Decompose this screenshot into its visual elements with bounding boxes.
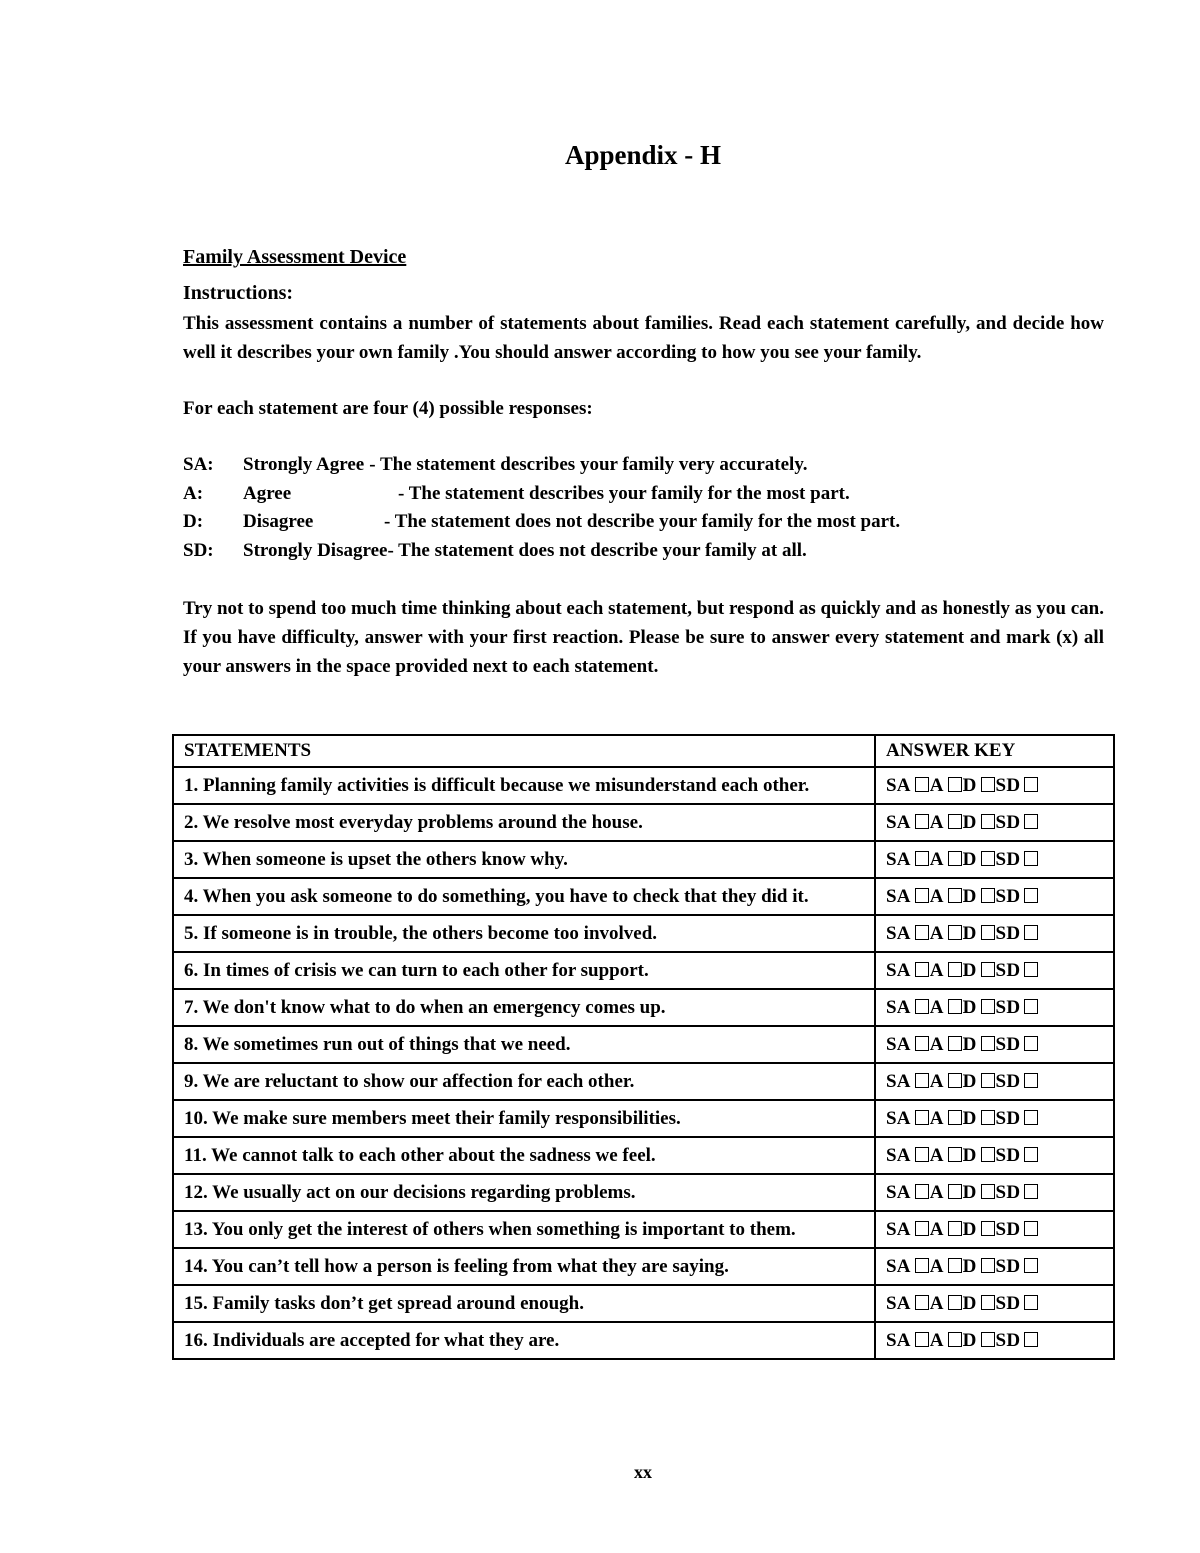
legend-item — [183, 451, 1083, 480]
answer-options — [875, 1026, 1114, 1063]
answer-option-label: D — [962, 1329, 977, 1351]
statement-text: 3. When someone is upset the others know why. — [173, 841, 875, 878]
answer-option-label: SA — [886, 1218, 911, 1240]
responses-intro: For each statement are four (4) possible responses: — [183, 398, 593, 419]
answer-option-label: A — [929, 848, 944, 870]
answer-options — [875, 1285, 1114, 1322]
answer-checkbox[interactable] — [948, 888, 962, 903]
table-row — [173, 952, 1114, 989]
answer-checkbox[interactable] — [981, 1110, 995, 1125]
answer-option-label: D — [962, 1144, 977, 1166]
answer-option-label: SD — [995, 1107, 1021, 1129]
answer-option-label: SA — [886, 1255, 911, 1277]
statement-text: 11. We cannot talk to each other about the sadness we feel. — [173, 1137, 875, 1174]
statement-text: 1. Planning family activities is difficult because we misunderstand each other. — [173, 767, 875, 804]
answer-checkbox[interactable] — [915, 888, 929, 903]
answer-checkbox[interactable] — [915, 1258, 929, 1273]
answer-checkbox[interactable] — [915, 777, 929, 792]
answer-option-label: D — [962, 885, 977, 907]
answer-option-label: A — [929, 922, 944, 944]
legend-code: SA: — [183, 454, 214, 475]
answer-checkbox[interactable] — [948, 1073, 962, 1088]
page-title: Appendix - H — [564, 140, 722, 170]
table-row — [173, 841, 1114, 878]
answer-checkbox[interactable] — [948, 1184, 962, 1199]
table-row — [173, 1211, 1114, 1248]
answer-options — [875, 1174, 1114, 1211]
table-row — [173, 767, 1114, 804]
answer-key-header: ANSWER KEY — [875, 735, 1114, 767]
answer-checkbox[interactable] — [915, 1332, 929, 1347]
answer-option-label: SA — [886, 1107, 911, 1129]
answer-checkbox[interactable] — [981, 1295, 995, 1310]
answer-option-label: A — [929, 1218, 944, 1240]
answer-options — [875, 989, 1114, 1026]
answer-option-label: A — [929, 1070, 944, 1092]
closing-paragraph: Try not to spend too much time thinking about each statement, but respond as quickly and as honestly as you can. If you have difficulty, answer with your first reaction. Please be sure to answer every statement and mark (x) all your answers in the space provided next to each statement. — [183, 598, 1104, 677]
legend-code: SD: — [183, 539, 214, 561]
statement-text: 2. We resolve most everyday problems around the house. — [173, 804, 875, 841]
answer-checkbox[interactable] — [948, 1110, 962, 1125]
answer-option-label: SD — [995, 922, 1021, 944]
answer-option-label: D — [962, 1181, 977, 1203]
table-row — [173, 915, 1114, 952]
answer-option-label: A — [929, 1292, 944, 1314]
answer-option-label: SA — [886, 959, 911, 981]
answer-option-label: A — [929, 1144, 944, 1166]
answer-checkbox[interactable] — [915, 1184, 929, 1199]
table-row — [173, 804, 1114, 841]
answer-option-label: SA — [886, 996, 911, 1018]
answer-checkbox[interactable] — [1024, 1332, 1038, 1347]
answer-checkbox[interactable] — [1024, 888, 1038, 903]
answer-checkbox[interactable] — [981, 1147, 995, 1162]
legend-term: Agree — [243, 482, 292, 504]
answer-checkbox[interactable] — [1024, 777, 1038, 792]
answer-option-label: SD — [995, 774, 1021, 796]
intro-paragraph: This assessment contains a number of statements about families. Read each statement carefully, and decide how well it describes your own family .You should answer according to how you see your family. — [183, 313, 1104, 363]
answer-options — [875, 1137, 1114, 1174]
statement-text: 4. When you ask someone to do something, you have to check that they did it. — [173, 878, 875, 915]
answer-checkbox[interactable] — [915, 999, 929, 1014]
legend-description: - The statement does not describe your family at all. — [387, 539, 807, 561]
table-row — [173, 878, 1114, 915]
statement-text: 16. Individuals are accepted for what they are. — [173, 1322, 875, 1359]
answer-checkbox[interactable] — [1024, 1110, 1038, 1125]
answer-option-label: D — [962, 1255, 977, 1277]
answer-option-label: SD — [995, 811, 1021, 833]
answer-option-label: SA — [886, 1070, 911, 1092]
answer-checkbox[interactable] — [1024, 814, 1038, 829]
section-heading: Family Assessment Device — [183, 246, 407, 268]
answer-checkbox[interactable] — [915, 925, 929, 940]
table-row — [173, 1026, 1114, 1063]
legend-description: - The statement describes your family very accurately. — [369, 454, 808, 475]
answer-option-label: SA — [886, 848, 911, 870]
answer-option-label: A — [929, 996, 944, 1018]
answer-checkbox[interactable] — [981, 851, 995, 866]
answer-option-label: D — [962, 922, 977, 944]
answer-options — [875, 841, 1114, 878]
answer-option-label: SA — [886, 1033, 911, 1055]
statement-text: 13. You only get the interest of others when something is important to them. — [173, 1211, 875, 1248]
answer-option-label: A — [929, 1255, 944, 1277]
table-row — [173, 1100, 1114, 1137]
answer-checkbox[interactable] — [915, 1221, 929, 1236]
answer-option-label: D — [962, 811, 977, 833]
answer-checkbox[interactable] — [1024, 1184, 1038, 1199]
answer-options — [875, 915, 1114, 952]
statement-text: 14. You can’t tell how a person is feeling from what they are saying. — [173, 1248, 875, 1285]
answer-option-label: D — [962, 848, 977, 870]
answer-checkbox[interactable] — [981, 777, 995, 792]
answer-option-label: SA — [886, 1181, 911, 1203]
answer-checkbox[interactable] — [1024, 925, 1038, 940]
answer-checkbox[interactable] — [1024, 851, 1038, 866]
answer-option-label: SD — [995, 1033, 1021, 1055]
answer-options — [875, 1248, 1114, 1285]
answer-checkbox[interactable] — [948, 925, 962, 940]
statements-table — [172, 734, 1115, 1360]
answer-option-label: A — [929, 1181, 944, 1203]
answer-checkbox[interactable] — [981, 1332, 995, 1347]
statement-text: 12. We usually act on our decisions regarding problems. — [173, 1174, 875, 1211]
answer-option-label: A — [929, 959, 944, 981]
answer-option-label: SD — [995, 1329, 1021, 1351]
answer-option-label: SD — [995, 1255, 1021, 1277]
legend-item — [183, 480, 1083, 509]
instructions-label: Instructions: — [183, 282, 294, 304]
answer-option-label: SD — [995, 848, 1021, 870]
statement-rows — [173, 767, 1114, 1359]
answer-option-label: D — [962, 1292, 977, 1314]
statement-text: 9. We are reluctant to show our affection for each other. — [173, 1063, 875, 1100]
answer-checkbox[interactable] — [915, 814, 929, 829]
answer-option-label: SD — [995, 996, 1021, 1018]
legend-item — [183, 508, 1083, 537]
answer-checkbox[interactable] — [915, 1110, 929, 1125]
answer-checkbox[interactable] — [981, 1036, 995, 1051]
answer-option-label: SA — [886, 922, 911, 944]
answer-option-label: A — [929, 811, 944, 833]
answer-option-label: SD — [995, 1144, 1021, 1166]
legend-code: A: — [183, 482, 204, 504]
table-header-row — [173, 735, 1114, 767]
table-row — [173, 1063, 1114, 1100]
table-row — [173, 1137, 1114, 1174]
answer-option-label: D — [962, 996, 977, 1018]
statement-text: 7. We don't know what to do when an emergency comes up. — [173, 989, 875, 1026]
response-legend — [183, 451, 1083, 565]
answer-checkbox[interactable] — [948, 999, 962, 1014]
answer-checkbox[interactable] — [915, 1147, 929, 1162]
answer-checkbox[interactable] — [948, 1036, 962, 1051]
answer-checkbox[interactable] — [981, 1258, 995, 1273]
answer-checkbox[interactable] — [1024, 1147, 1038, 1162]
legend-term: Strongly Agree — [243, 454, 365, 475]
table-row — [173, 1322, 1114, 1359]
answer-checkbox[interactable] — [948, 851, 962, 866]
answer-option-label: SA — [886, 1292, 911, 1314]
answer-checkbox[interactable] — [948, 1332, 962, 1347]
answer-checkbox[interactable] — [948, 1295, 962, 1310]
answer-option-label: SA — [886, 1144, 911, 1166]
answer-option-label: D — [962, 1070, 977, 1092]
statements-header: STATEMENTS — [173, 735, 875, 767]
answer-checkbox[interactable] — [981, 999, 995, 1014]
answer-option-label: SD — [995, 1292, 1021, 1314]
answer-checkbox[interactable] — [948, 1147, 962, 1162]
answer-checkbox[interactable] — [915, 1295, 929, 1310]
answer-checkbox[interactable] — [981, 1221, 995, 1236]
table-row — [173, 1248, 1114, 1285]
answer-option-label: A — [929, 774, 944, 796]
answer-checkbox[interactable] — [915, 1036, 929, 1051]
answer-option-label: SA — [886, 811, 911, 833]
legend-code: D: — [183, 511, 204, 532]
answer-option-label: D — [962, 1033, 977, 1055]
answer-options — [875, 1211, 1114, 1248]
answer-checkbox[interactable] — [1024, 962, 1038, 977]
answer-checkbox[interactable] — [948, 777, 962, 792]
legend-description: - The statement does not describe your family for the most part. — [384, 511, 901, 532]
answer-options — [875, 1063, 1114, 1100]
answer-option-label: D — [962, 774, 977, 796]
answer-checkbox[interactable] — [948, 1221, 962, 1236]
answer-option-label: A — [929, 885, 944, 907]
answer-option-label: SA — [886, 885, 911, 907]
answer-option-label: A — [929, 1329, 944, 1351]
answer-checkbox[interactable] — [1024, 1258, 1038, 1273]
answer-option-label: D — [962, 1218, 977, 1240]
answer-checkbox[interactable] — [1024, 1295, 1038, 1310]
answer-option-label: SD — [995, 885, 1021, 907]
table-row — [173, 1285, 1114, 1322]
answer-option-label: SA — [886, 774, 911, 796]
answer-option-label: SD — [995, 1218, 1021, 1240]
answer-checkbox[interactable] — [948, 814, 962, 829]
answer-options — [875, 878, 1114, 915]
page-number: xx — [634, 1462, 652, 1482]
answer-checkbox[interactable] — [981, 1184, 995, 1199]
answer-checkbox[interactable] — [1024, 1073, 1038, 1088]
legend-term: Strongly Disagree — [243, 539, 388, 561]
statement-text: 15. Family tasks don’t get spread around enough. — [173, 1285, 875, 1322]
answer-checkbox[interactable] — [948, 1258, 962, 1273]
answer-checkbox[interactable] — [981, 814, 995, 829]
answer-option-label: SD — [995, 1070, 1021, 1092]
answer-option-label: SA — [886, 1329, 911, 1351]
table-row — [173, 1174, 1114, 1211]
answer-option-label: A — [929, 1033, 944, 1055]
legend-item — [183, 537, 1083, 566]
statement-text: 8. We sometimes run out of things that we need. — [173, 1026, 875, 1063]
statement-text: 5. If someone is in trouble, the others become too involved. — [173, 915, 875, 952]
answer-option-label: A — [929, 1107, 944, 1129]
answer-options — [875, 767, 1114, 804]
table-row — [173, 989, 1114, 1026]
answer-checkbox[interactable] — [1024, 1036, 1038, 1051]
answer-checkbox[interactable] — [981, 888, 995, 903]
answer-checkbox[interactable] — [981, 962, 995, 977]
answer-checkbox[interactable] — [915, 962, 929, 977]
answer-option-label: D — [962, 959, 977, 981]
answer-options — [875, 1100, 1114, 1137]
answer-option-label: SD — [995, 1181, 1021, 1203]
answer-options — [875, 952, 1114, 989]
answer-checkbox[interactable] — [981, 1073, 995, 1088]
statement-text: 10. We make sure members meet their family responsibilities. — [173, 1100, 875, 1137]
statement-text: 6. In times of crisis we can turn to each other for support. — [173, 952, 875, 989]
answer-options — [875, 1322, 1114, 1359]
answer-checkbox[interactable] — [915, 1073, 929, 1088]
answer-option-label: SD — [995, 959, 1021, 981]
answer-option-label: D — [962, 1107, 977, 1129]
answer-checkbox[interactable] — [915, 851, 929, 866]
answer-checkbox[interactable] — [1024, 999, 1038, 1014]
answer-checkbox[interactable] — [1024, 1221, 1038, 1236]
legend-term: Disagree — [243, 511, 314, 532]
answer-checkbox[interactable] — [981, 925, 995, 940]
legend-description: - The statement describes your family for the most part. — [398, 482, 850, 504]
answer-checkbox[interactable] — [948, 962, 962, 977]
answer-options — [875, 804, 1114, 841]
